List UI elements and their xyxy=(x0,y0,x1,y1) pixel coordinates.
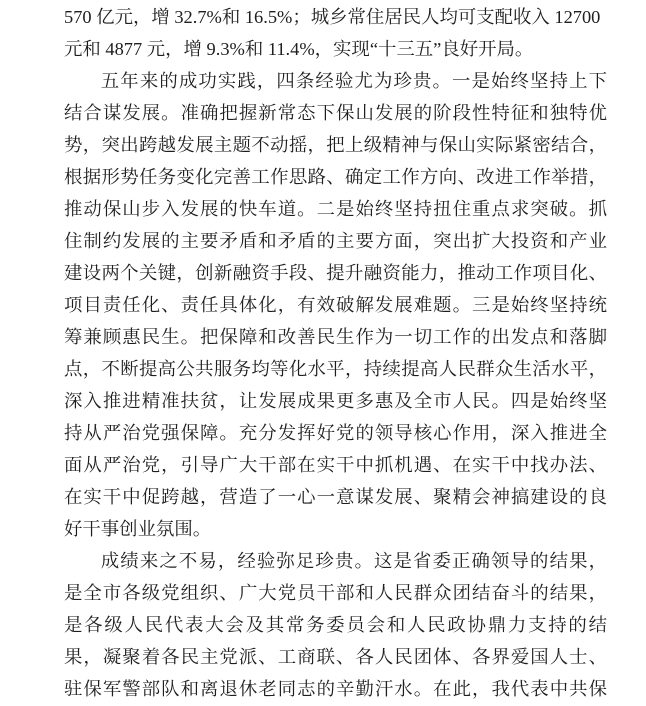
text-line paragraph-start: 成绩来之不易，经验弥足珍贵。这是省委正确领导的结果， xyxy=(100,551,607,571)
text-line: 持从严治党强保障。充分发挥好党的领导核心作用，深入推进全 xyxy=(64,423,607,443)
text-line: 根据形势任务变化完善工作思路、确定工作方向、改进工作举措， xyxy=(64,167,607,187)
text-line: 推动保山步入发展的快车道。二是始终坚持扭住重点求突破。抓 xyxy=(64,199,607,219)
text-line: 元和 4877 元，增 9.3%和 11.4%，实现“十三五”良好开局。 xyxy=(64,39,534,59)
text-line: 建设两个关键，创新融资手段、提升融资能力，推动工作项目化、 xyxy=(64,263,607,283)
text-line: 是全市各级党组织、广大党员干部和人民群众团结奋斗的结果， xyxy=(64,583,607,603)
text-line: 深入推进精准扶贫，让发展成果更多惠及全市人民。四是始终坚 xyxy=(64,391,607,411)
text-line: 项目责任化、责任具体化，有效破解发展难题。三是始终坚持统 xyxy=(64,295,607,315)
text-line: 结合谋发展。准确把握新常态下保山发展的阶段性特征和独特优 xyxy=(64,103,607,123)
text-line: 570 亿元，增 32.7%和 16.5%；城乡常住居民人均可支配收入 12700 xyxy=(64,7,601,27)
text-line: 是各级人民代表大会及其常务委员会和人民政协鼎力支持的结 xyxy=(64,615,607,635)
text-line: 住制约发展的主要矛盾和矛盾的主要方面，突出扩大投资和产业 xyxy=(64,231,607,251)
text-line: 点，不断提高公共服务均等化水平，持续提高人民群众生活水平， xyxy=(64,359,607,379)
text-line: 驻保军警部队和离退休老同志的辛勤汗水。在此，我代表中共保 xyxy=(64,679,607,699)
text-line: 势，突出跨越发展主题不动摇，把上级精神与保山实际紧密结合， xyxy=(64,135,607,155)
text-line: 果，凝聚着各民主党派、工商联、各人民团体、各界爱国人士、 xyxy=(64,647,607,667)
text-line paragraph-start: 五年来的成功实践，四条经验尤为珍贵。一是始终坚持上下 xyxy=(100,71,607,91)
text-line: 面从严治党，引导广大干部在实干中抓机遇、在实干中找办法、 xyxy=(64,455,607,475)
text-line paragraph-end: 好干事创业氛围。 xyxy=(64,519,212,539)
text-line: 在实干中促跨越，营造了一心一意谋发展、聚精会神搞建设的良 xyxy=(64,487,607,507)
text-line: 筹兼顾惠民生。把保障和改善民生作为一切工作的出发点和落脚 xyxy=(64,327,607,347)
